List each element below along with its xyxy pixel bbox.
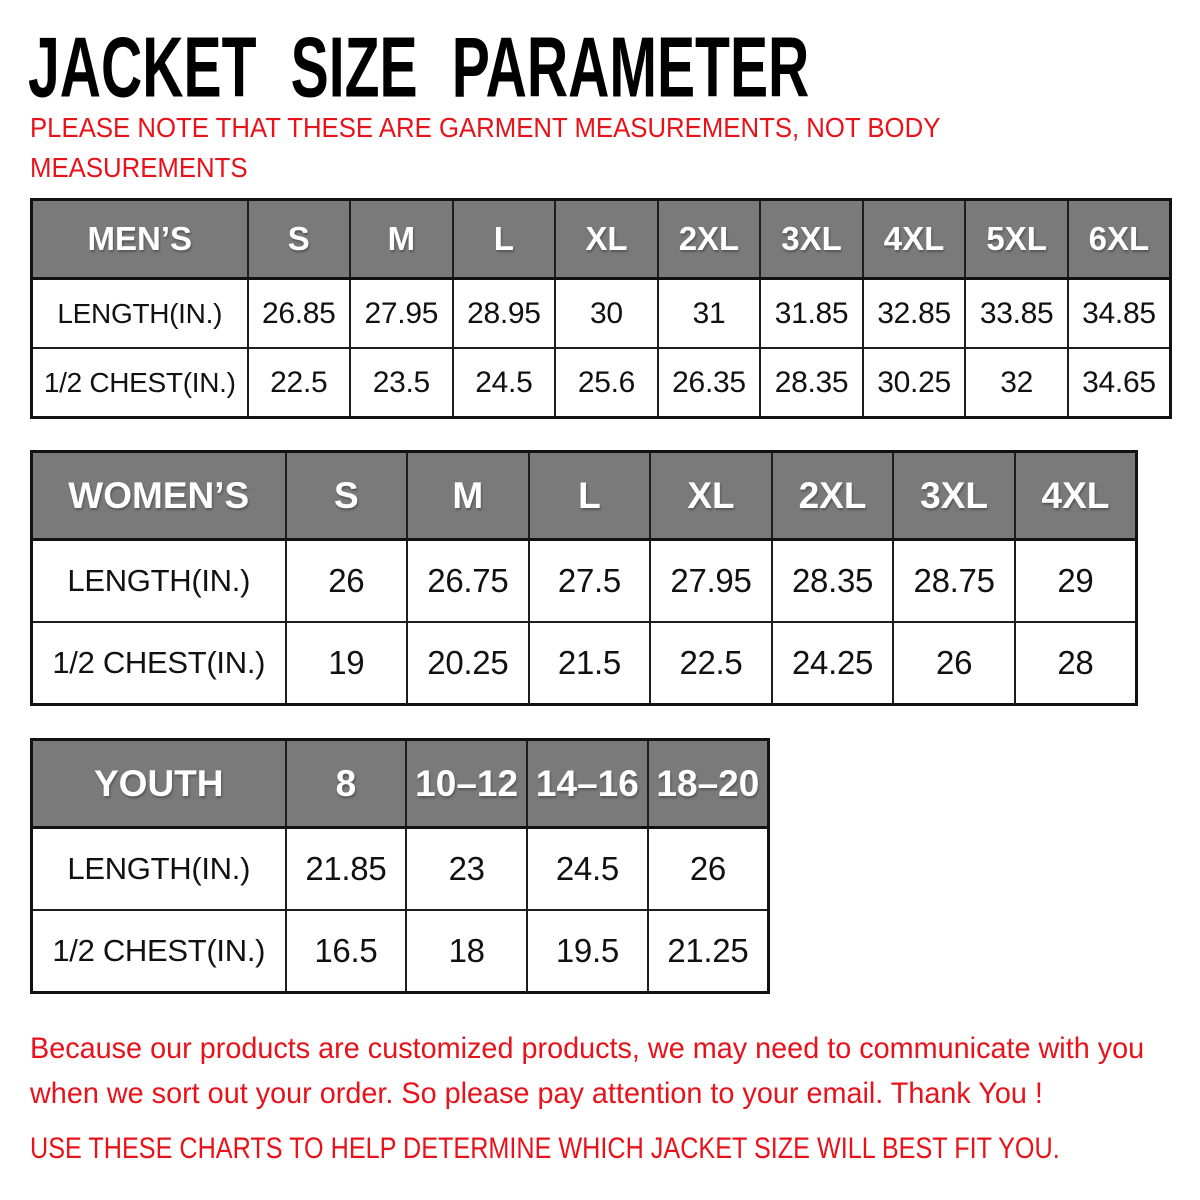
size-table-youth	[30, 738, 770, 994]
measurement-value-cell: 28.35	[772, 540, 894, 623]
measurement-row	[32, 910, 769, 993]
measurement-row	[32, 828, 769, 911]
measurement-row	[32, 540, 1137, 623]
measurement-value-cell: 28.95	[453, 279, 556, 349]
size-header-cell: L	[453, 200, 556, 279]
size-header-cell: XL	[555, 200, 658, 279]
notice-line: Because our products are customized products, we may need to communicate with you	[30, 1032, 1145, 1065]
measurement-value-cell: 34.65	[1068, 348, 1171, 418]
size-header-cell: 4XL	[1015, 452, 1137, 540]
size-table-womens	[30, 450, 1138, 706]
group-label-cell: YOUTH	[32, 740, 286, 828]
size-header-cell: 18–20	[648, 740, 769, 828]
group-label-cell: WOMEN’S	[32, 452, 286, 540]
fit-advice	[30, 1128, 1200, 1170]
note-line: MEASUREMENTS	[30, 152, 248, 184]
measurement-value-cell: 21.85	[286, 828, 407, 911]
size-header-cell: 14–16	[527, 740, 648, 828]
measurement-value-cell: 34.85	[1068, 279, 1171, 349]
measurement-value-cell: 30	[555, 279, 658, 349]
measurement-label-cell: LENGTH(IN.)	[32, 540, 286, 623]
measurement-value-cell: 32.85	[863, 279, 966, 349]
measurement-value-cell: 28.35	[760, 348, 863, 418]
measurement-value-cell: 21.25	[648, 910, 769, 993]
measurement-value-cell: 32	[965, 348, 1068, 418]
measurement-value-cell: 23.5	[350, 348, 453, 418]
notice-line: when we sort out your order. So please pay attention to your email. Thank You !	[30, 1077, 1043, 1110]
measurement-value-cell: 28.75	[893, 540, 1015, 623]
measurement-value-cell: 31.85	[760, 279, 863, 349]
measurement-label-cell: 1/2 CHEST(IN.)	[32, 348, 248, 418]
size-header-cell: 3XL	[760, 200, 863, 279]
measurement-value-cell: 16.5	[286, 910, 407, 993]
note-line: PLEASE NOTE THAT THESE ARE GARMENT MEASUREMENTS, NOT BODY	[30, 112, 941, 143]
page-title	[28, 18, 1177, 115]
measurement-value-cell: 24.5	[453, 348, 556, 418]
measurement-value-cell: 28	[1015, 622, 1137, 705]
size-header-cell: 10–12	[406, 740, 527, 828]
measurement-value-cell: 33.85	[965, 279, 1068, 349]
size-header-cell: L	[529, 452, 651, 540]
measurement-value-cell: 19.5	[527, 910, 648, 993]
measurement-value-cell: 22.5	[248, 348, 351, 418]
measurement-label-cell: 1/2 CHEST(IN.)	[32, 622, 286, 705]
size-table-mens	[30, 198, 1172, 419]
size-header-cell: 2XL	[772, 452, 894, 540]
measurement-value-cell: 27.95	[350, 279, 453, 349]
measurement-row	[32, 279, 1171, 349]
measurement-value-cell: 26.75	[407, 540, 529, 623]
measurement-row	[32, 348, 1171, 418]
measurement-value-cell: 23	[406, 828, 527, 911]
measurement-label-cell: 1/2 CHEST(IN.)	[32, 910, 286, 993]
measurement-value-cell: 21.5	[529, 622, 651, 705]
size-header-cell: XL	[650, 452, 772, 540]
measurement-value-cell: 25.6	[555, 348, 658, 418]
measurement-value-cell: 29	[1015, 540, 1137, 623]
size-header-cell: 8	[286, 740, 407, 828]
measurement-value-cell: 31	[658, 279, 761, 349]
measurement-value-cell: 27.5	[529, 540, 651, 623]
measurement-value-cell: 30.25	[863, 348, 966, 418]
measurement-value-cell: 26	[286, 540, 408, 623]
fit-advice-text: USE THESE CHARTS TO HELP DETERMINE WHICH JACKET SIZE WILL BEST FIT YOU.	[30, 1132, 1060, 1165]
size-header-row	[32, 740, 769, 828]
measurement-value-cell: 22.5	[650, 622, 772, 705]
customization-notice	[30, 1026, 1191, 1116]
measurement-value-cell: 24.5	[527, 828, 648, 911]
group-label-cell: MEN’S	[32, 200, 248, 279]
measurement-value-cell: 26	[648, 828, 769, 911]
measurement-label-cell: LENGTH(IN.)	[32, 279, 248, 349]
size-header-cell: M	[350, 200, 453, 279]
measurement-value-cell: 26.35	[658, 348, 761, 418]
size-header-cell: S	[248, 200, 351, 279]
measurement-value-cell: 24.25	[772, 622, 894, 705]
measurement-value-cell: 26	[893, 622, 1015, 705]
measurement-row	[32, 622, 1137, 705]
size-header-cell: 5XL	[965, 200, 1068, 279]
measurement-value-cell: 20.25	[407, 622, 529, 705]
page-title-text: JACKET SIZE PARAMETER	[28, 18, 810, 115]
size-header-cell: 2XL	[658, 200, 761, 279]
size-header-cell: 3XL	[893, 452, 1015, 540]
size-header-cell: M	[407, 452, 529, 540]
size-header-cell: S	[286, 452, 408, 540]
measurement-value-cell: 19	[286, 622, 408, 705]
measurement-value-cell: 27.95	[650, 540, 772, 623]
size-header-cell: 4XL	[863, 200, 966, 279]
size-header-row	[32, 452, 1137, 540]
measurement-label-cell: LENGTH(IN.)	[32, 828, 286, 911]
measurement-value-cell: 26.85	[248, 279, 351, 349]
size-header-cell: 6XL	[1068, 200, 1171, 279]
measurement-value-cell: 18	[406, 910, 527, 993]
garment-measurement-note	[30, 108, 1020, 188]
size-header-row	[32, 200, 1171, 279]
